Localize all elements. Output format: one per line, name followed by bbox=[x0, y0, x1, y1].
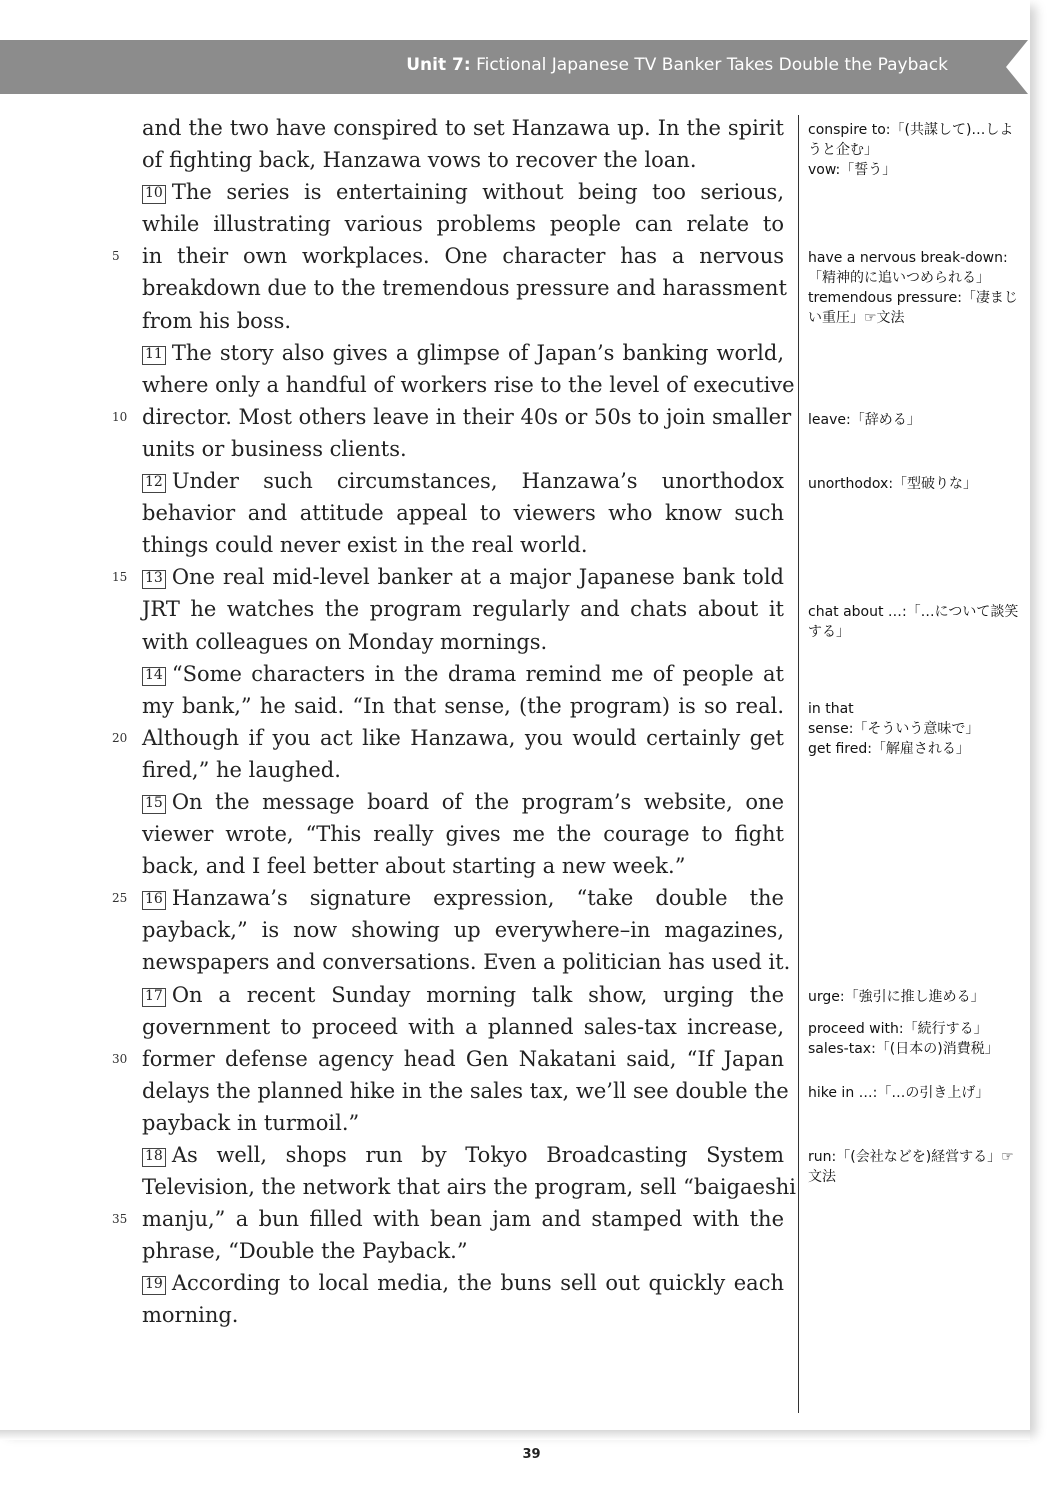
line-text: delays the planned hike in the sales tax, we’ll see double the bbox=[142, 1078, 789, 1103]
line-text: “Some characters in the drama remind me of people at bbox=[171, 661, 784, 686]
gloss-block bbox=[808, 602, 1023, 642]
text-line bbox=[142, 112, 784, 144]
line-text: and the two have conspired to set Hanzawa up. In the spirit bbox=[142, 116, 784, 140]
gloss-term: sales-tax bbox=[808, 1041, 872, 1057]
gloss-term: run bbox=[808, 1149, 832, 1165]
gloss-term: vow bbox=[808, 162, 836, 178]
text-line bbox=[142, 658, 784, 690]
gloss-entry bbox=[808, 288, 1023, 328]
text-line bbox=[142, 1043, 784, 1075]
text-line bbox=[142, 176, 784, 208]
gloss-block bbox=[808, 1083, 1023, 1103]
line-text: On the message board of the program’s website, one bbox=[171, 789, 784, 814]
text-line bbox=[142, 433, 784, 465]
line-text: viewer wrote, “This really gives me the courage to fight bbox=[142, 822, 784, 847]
line-text: JRT he watches the program regularly and chats about it bbox=[142, 597, 784, 622]
gloss-block bbox=[808, 474, 1023, 494]
text-line bbox=[142, 1075, 789, 1107]
text-line bbox=[142, 144, 784, 176]
gloss-entry bbox=[808, 1083, 1023, 1103]
header-tab-notch bbox=[1006, 40, 1028, 94]
paragraph-number: 10 bbox=[142, 185, 166, 204]
text-line bbox=[142, 529, 784, 561]
gloss-term: urge bbox=[808, 989, 840, 1005]
paragraph-number: 14 bbox=[142, 667, 166, 686]
gloss-entry bbox=[808, 739, 1023, 759]
line-text: As well, shops run by Tokyo Broadcasting System bbox=[171, 1143, 784, 1167]
line-text: while illustrating various problems people can relate to bbox=[142, 212, 784, 237]
gloss-definition: :「そういう意味で」 bbox=[848, 721, 980, 737]
line-text: of fighting back, Hanzawa vows to recover the loan. bbox=[142, 148, 697, 173]
line-text: payback,” is now showing up everywhere–in magazines, bbox=[142, 918, 784, 943]
gloss-definition: :「…について談笑する」 bbox=[808, 604, 1019, 640]
gloss-entry bbox=[808, 120, 1023, 160]
line-number: 30 bbox=[112, 1051, 128, 1066]
line-text: behavior and attitude appeal to viewers who know such bbox=[142, 501, 784, 526]
text-line bbox=[142, 946, 791, 978]
gloss-definition: :「強引に推し進める」 bbox=[839, 989, 985, 1005]
paragraph-number: 17 bbox=[142, 988, 166, 1007]
gloss-entry bbox=[808, 410, 1023, 430]
text-line bbox=[142, 1235, 784, 1267]
line-number: 5 bbox=[112, 249, 120, 264]
gloss-block bbox=[808, 248, 1023, 328]
line-text: payback in turmoil.” bbox=[142, 1110, 360, 1135]
gloss-definition: :「型破りな」 bbox=[888, 476, 978, 492]
text-line bbox=[142, 850, 784, 882]
line-text: phrase, “Double the Payback.” bbox=[142, 1239, 468, 1264]
text-line bbox=[142, 786, 784, 818]
line-text: The series is entertaining without being too serious, bbox=[171, 180, 784, 205]
gloss-entry bbox=[808, 474, 1023, 494]
line-text: fired,” he laughed. bbox=[142, 757, 341, 782]
gloss-entry bbox=[808, 248, 1023, 288]
line-text: director. Most others leave in their 40s or 50s to join smaller bbox=[142, 404, 792, 429]
line-number: 10 bbox=[112, 409, 128, 424]
gloss-block bbox=[808, 1019, 1023, 1059]
text-line bbox=[142, 1011, 784, 1043]
paragraph-number: 16 bbox=[142, 891, 166, 910]
gloss-block bbox=[808, 1147, 1023, 1187]
gloss-definition: :「凄まじい重圧」☞文法 bbox=[808, 290, 1018, 326]
text-line bbox=[142, 561, 784, 593]
line-text: units or business clients. bbox=[142, 436, 407, 461]
paragraph-number: 12 bbox=[142, 474, 166, 493]
line-number: 20 bbox=[112, 730, 128, 745]
text-line bbox=[142, 240, 784, 272]
line-number: 15 bbox=[112, 570, 128, 585]
line-text: One real mid-level banker at a major Japanese bank told bbox=[171, 565, 784, 590]
text-line bbox=[142, 305, 784, 337]
line-text: things could never exist in the real world. bbox=[142, 533, 588, 558]
gloss-block bbox=[808, 120, 1023, 180]
gloss-entry bbox=[808, 1147, 1023, 1187]
text-line bbox=[142, 1203, 784, 1235]
gloss-term: leave bbox=[808, 412, 846, 428]
page-edge bbox=[0, 1430, 1030, 1440]
text-line bbox=[142, 593, 784, 625]
text-line bbox=[142, 208, 784, 240]
text-line bbox=[142, 818, 784, 850]
text-line bbox=[142, 401, 792, 433]
text-line bbox=[142, 882, 784, 914]
text-line bbox=[142, 497, 784, 529]
text-line bbox=[142, 465, 784, 497]
gloss-block bbox=[808, 410, 1023, 430]
gloss-entry bbox=[808, 1039, 1023, 1059]
gloss-entry bbox=[808, 160, 1023, 180]
line-text: On a recent Sunday morning talk show, urging the bbox=[171, 982, 784, 1007]
line-text: Under such circumstances, Hanzawa’s unorthodox bbox=[171, 469, 784, 494]
line-text: Television, the network that airs the program, sell “baigaeshi bbox=[142, 1175, 796, 1200]
line-number: 25 bbox=[112, 891, 128, 906]
text-line bbox=[142, 979, 784, 1011]
page-number: 39 bbox=[522, 1447, 541, 1462]
gloss-entry bbox=[808, 602, 1023, 642]
text-line bbox=[142, 1107, 784, 1139]
gloss-definition: :「誓う」 bbox=[835, 162, 897, 178]
paragraph-number: 18 bbox=[142, 1148, 166, 1167]
line-text: my bank,” he said. “In that sense, (the program) is so real. bbox=[142, 693, 784, 718]
gloss-definition: :「…の引き上げ」 bbox=[872, 1085, 990, 1101]
gloss-definition: :「精神的に追いつめられる」 bbox=[808, 250, 1008, 286]
gloss-entry bbox=[808, 987, 1023, 1007]
paragraph-number: 11 bbox=[142, 346, 166, 365]
gloss-term: chat about … bbox=[808, 604, 902, 620]
gloss-term: proceed with bbox=[808, 1021, 899, 1037]
text-line bbox=[142, 1139, 784, 1171]
text-line bbox=[142, 337, 784, 369]
gloss-entry bbox=[808, 1019, 1023, 1039]
gloss-definition: :「続行する」 bbox=[898, 1021, 988, 1037]
text-line bbox=[142, 1299, 784, 1331]
text-line bbox=[142, 369, 795, 401]
gloss-definition: :「解雇される」 bbox=[867, 741, 970, 757]
text-line bbox=[142, 1267, 784, 1299]
gloss-definition: :「(共謀して)…しようと企む」 bbox=[808, 122, 1014, 158]
paragraph-number: 15 bbox=[142, 795, 166, 814]
line-text: in their own workplaces. One character has a nervous bbox=[142, 244, 784, 269]
line-text: former defense agency head Gen Nakatani said, “If Japan bbox=[142, 1046, 784, 1071]
unit-label: Unit 7: bbox=[406, 55, 471, 75]
paragraph-number: 19 bbox=[142, 1276, 166, 1295]
gloss-term: conspire to bbox=[808, 122, 886, 138]
line-text: According to local media, the buns sell out quickly each bbox=[171, 1271, 784, 1296]
line-text: with colleagues on Monday mornings. bbox=[142, 629, 548, 654]
text-line bbox=[142, 722, 784, 754]
line-text: back, and I feel better about starting a new week.” bbox=[142, 854, 686, 879]
line-number: 35 bbox=[112, 1212, 128, 1227]
gloss-term: hike in … bbox=[808, 1085, 873, 1101]
gloss-divider bbox=[798, 115, 799, 1413]
text-line bbox=[142, 754, 784, 786]
line-text: Although if you act like Hanzawa, you would certainly get bbox=[142, 725, 784, 750]
text-line bbox=[142, 690, 784, 722]
line-text: where only a handful of workers rise to the level of executive bbox=[142, 372, 795, 397]
line-text: newspapers and conversations. Even a politician has used it. bbox=[142, 950, 791, 975]
gloss-block bbox=[808, 699, 1023, 759]
gloss-block bbox=[808, 987, 1023, 1007]
text-line bbox=[142, 914, 784, 946]
paragraph-number: 13 bbox=[142, 570, 166, 589]
gloss-term: get fired bbox=[808, 741, 868, 757]
text-line bbox=[142, 1171, 796, 1203]
gloss-definition: :「(会社などを)経営する」☞文法 bbox=[808, 1149, 1014, 1185]
unit-header-title bbox=[406, 55, 948, 75]
line-text: Hanzawa’s signature expression, “take double the bbox=[171, 886, 784, 911]
article-body bbox=[142, 112, 796, 1332]
unit-title: Fictional Japanese TV Banker Takes Double the Payback bbox=[476, 55, 948, 75]
text-line bbox=[142, 626, 784, 658]
gloss-entry bbox=[808, 699, 1023, 739]
line-text: The story also gives a glimpse of Japan’s banking world, bbox=[171, 340, 784, 365]
gloss-term: in that sense bbox=[808, 701, 854, 737]
gloss-definition: :「辞める」 bbox=[845, 412, 921, 428]
line-text: morning. bbox=[142, 1303, 239, 1328]
line-text: from his boss. bbox=[142, 308, 292, 333]
line-text: government to proceed with a planned sales-tax increase, bbox=[142, 1014, 784, 1039]
text-line bbox=[142, 272, 787, 304]
line-text: breakdown due to the tremendous pressure and harassment bbox=[142, 276, 787, 301]
gloss-definition: :「(日本の)消費税」 bbox=[871, 1041, 999, 1057]
line-text: manju,” a bun filled with bean jam and stamped with the bbox=[142, 1207, 784, 1232]
gloss-term: tremendous pressure bbox=[808, 290, 958, 306]
gloss-term: have a nervous break-down bbox=[808, 250, 1004, 266]
gloss-term: unorthodox bbox=[808, 476, 889, 492]
